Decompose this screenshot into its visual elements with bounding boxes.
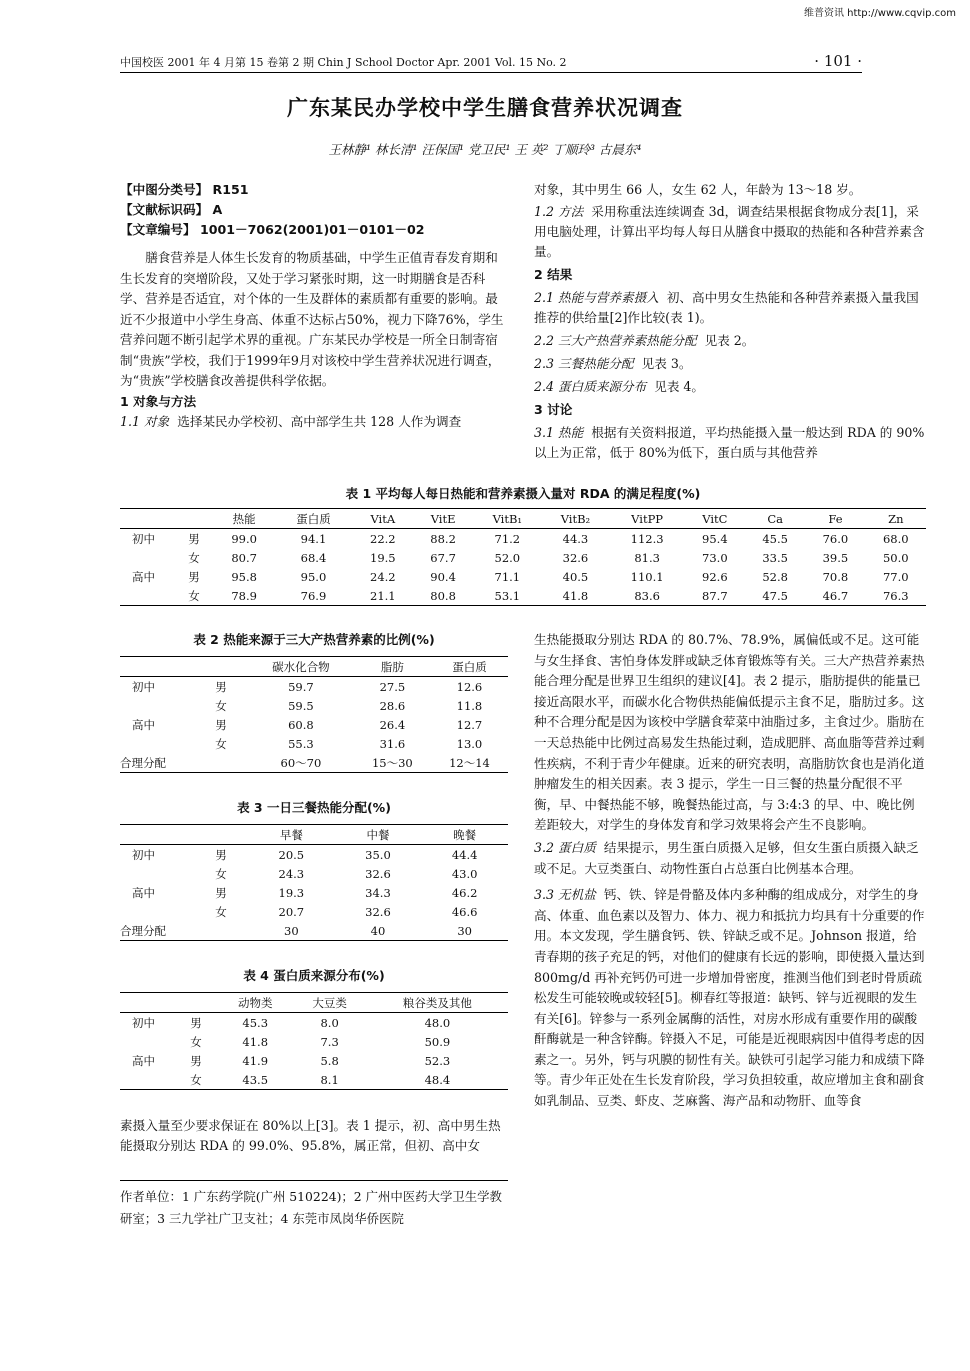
table-cell-value: 94.1 (300, 531, 327, 546)
section-3-heading: 3 讨论 (534, 402, 573, 417)
table-cell-group (120, 902, 194, 921)
table-cell-sex: 男 (215, 847, 227, 862)
table-row (120, 529, 926, 549)
table-1-header: VitB₁ (492, 511, 523, 526)
table-cell-value: 68.4 (300, 550, 327, 565)
section-2-4-text: 见表 4。 (654, 379, 705, 394)
table-cell-reasonable: 12～14 (449, 755, 490, 770)
table-1-header: Fe (828, 511, 843, 526)
table-cell-value: 22.2 (370, 531, 396, 546)
table-cell-reasonable-label: 合理分配 (120, 755, 166, 770)
table-cell-value: 50.9 (424, 1034, 451, 1049)
section-3-1-label: 3.1 热能 (534, 425, 584, 440)
table-cell-value: 76.3 (882, 588, 909, 603)
table-cell-value: 88.2 (430, 531, 456, 546)
table-cell-value: 95.0 (300, 569, 327, 584)
discussion-energy-continued: 生热能摄取分别达 RDA 的 80.7%、78.9%，属偏低或不足。这可能与女生择食、害怕身体发胖或缺乏体育锻炼等有关。三大产热营养素热能合理分配是世界卫生组织的建议[4]。表 2 提示，脂肪提供的能量已接近高限水平，而碳水化合物供热能偏低提示主食不足，脂肪过多。这种不合理分配是因为该校中学膳食荤菜中油脂过多，主食过少。脂肪在一天总热能中比例过高易发生热能过剩，造成肥胖、高血脂等营养过剩性疾病，不利于青少年健康。近来的研究表明，高脂肪饮食也是消化道肿瘤发生的相关因素。表 3 提示，学生一日三餐的热量分配很不平衡，早、中餐热能不够，晚餐热能过高，与 3:4:3 的早、中、晚比例差距较大，对学生的身体发育和学习效果将会产生不良影响。 (534, 632, 925, 833)
table-cell-group: 高中 (132, 885, 155, 900)
table-cell-value: 45.3 (242, 1015, 269, 1030)
table-cell-sex: 女 (215, 698, 227, 713)
table-row (120, 548, 926, 567)
table-cell-sex: 女 (190, 1072, 202, 1087)
table-2-header: 碳水化合物 (272, 659, 330, 674)
table-row (120, 1051, 508, 1070)
table-3-header: 早餐 (279, 827, 303, 842)
table-cell-value: 26.4 (379, 717, 406, 732)
table-3-header: 晚餐 (453, 827, 477, 842)
table-cell-value: 110.1 (630, 569, 664, 584)
table-cell-group (120, 586, 174, 606)
table-cell-value: 48.0 (424, 1015, 451, 1030)
table-cell-value: 41.8 (562, 588, 589, 603)
table-cell-value: 44.3 (562, 531, 589, 546)
table-1 (120, 508, 926, 606)
table-row (120, 902, 508, 921)
table-4 (120, 992, 508, 1090)
table-cell-value: 70.8 (822, 569, 849, 584)
table-cell-value: 5.8 (320, 1053, 339, 1068)
section-1-1-continued: 对象，其中男生 66 人，女生 62 人，年龄为 13～18 岁。 (534, 182, 862, 197)
table-cell-value: 21.1 (370, 588, 396, 603)
table-cell-value: 52.3 (424, 1053, 451, 1068)
table-cell-value: 45.5 (762, 531, 788, 546)
running-header (120, 54, 862, 73)
table-cell-sex: 男 (215, 885, 227, 900)
table-cell-value: 24.3 (278, 866, 305, 881)
table-cell-group: 高中 (132, 717, 155, 732)
table-cell-reasonable: 40 (370, 923, 386, 938)
clc-number: 【中图分类号】 R151 (120, 182, 249, 197)
section-2-3-text: 见表 3。 (641, 356, 692, 371)
table-cell-reasonable: 30 (457, 923, 472, 938)
table-cell-value: 53.1 (494, 588, 521, 603)
left-column-top (120, 180, 508, 432)
table-1-header: VitE (430, 511, 456, 526)
table-cell-value: 11.8 (456, 698, 483, 713)
table-cell-sex: 女 (215, 866, 227, 881)
table-1-header: VitC (702, 511, 728, 526)
table-cell-value: 52.8 (762, 569, 788, 584)
table-cell-value: 55.3 (288, 736, 314, 751)
table-cell-value: 40.5 (562, 569, 589, 584)
table-cell-value: 33.5 (762, 550, 788, 565)
section-1-2-label: 1.2 方法 (534, 204, 584, 219)
table-4-header: 动物类 (237, 995, 273, 1010)
table-row-reasonable (120, 921, 508, 941)
table-row (120, 715, 508, 734)
table-1-header-row (120, 509, 926, 529)
table-cell-value: 60.8 (288, 717, 314, 732)
table-cell-value: 47.5 (762, 588, 788, 603)
table-cell-reasonable: 30 (284, 923, 299, 938)
table-1-header: Ca (767, 511, 783, 526)
table-row (120, 677, 508, 697)
table-cell-group: 高中 (132, 569, 155, 584)
section-2-heading: 2 结果 (534, 267, 573, 282)
section-1-heading: 1 对象与方法 (120, 393, 197, 409)
journal-info: 中国校医 2001 年 4 月第 15 卷第 2 期 Chin J School Doctor Apr. 2001 Vol. 15 No. 2 (120, 56, 567, 69)
table-cell-sex: 女 (215, 736, 227, 751)
table-3-body (120, 845, 508, 941)
table-cell-value: 112.3 (630, 531, 664, 546)
table-cell-value: 76.0 (822, 531, 849, 546)
table-cell-value: 19.5 (370, 550, 396, 565)
table-cell-value: 27.5 (379, 679, 406, 694)
table-cell-reasonable: 15～30 (371, 755, 413, 770)
table-cell-sex: 男 (190, 1015, 202, 1030)
table-cell-value: 24.2 (370, 569, 396, 584)
table-cell-value: 67.7 (430, 550, 456, 565)
table-1-header: Zn (888, 511, 904, 526)
section-3-3-text: 钙、铁、锌是骨骼及体内多种酶的组成成分，对学生的身高、体重、血色素以及智力、体力、视力和抵抗力均具有十分重要的作用。本文发现，学生膳食钙、铁、锌缺乏或不足。Johnson 报道，给青春期的孩子充足的钙，对他们的健康有长远的影响，即使摄入量达到 800mg/d 再补充钙仍可进一步增加骨密度，推测当他们到老时骨质疏松发生可能较晚或较轻[5]。柳春红等报道：缺钙、锌与近视眼的发生有关[6]。锌参与一系列金属酶的活性，对房水形成有重要作用的碳酸酐酶就是一种含锌酶。锌摄入不足，可能是近视眼病因中值得考虑的因素之一。另外，钙与巩膜的韧性有关。缺铁可引起学习能力和成绩下降等。青少年正处在生长发育阶段，学习负担较重，故应增加主食和副食如乳制品、豆类、虾皮、芝麻酱、海产品和动物肝、血等食 (534, 887, 925, 1109)
table-cell-value: 8.1 (320, 1072, 339, 1087)
table-cell-group (120, 734, 194, 753)
table-row (120, 845, 508, 865)
section-3-2-text: 结果提示，男生蛋白质摄入足够，但女生蛋白质摄入缺乏或不足。大豆类蛋白、动物性蛋白占总蛋白比例基本合理。 (534, 839, 919, 876)
table-4-body (120, 1013, 508, 1090)
table-cell-value: 90.4 (430, 569, 456, 584)
section-2-1-text: 初、高中男女生热能和各种营养素摄入量我国推荐的供给量[2]作比较(表 1)。 (534, 290, 919, 325)
table-cell-value: 7.3 (320, 1034, 339, 1049)
table-1-caption: 表 1 平均每人每日热能和营养素摄入量对 RDA 的满足程度(%) (345, 486, 701, 501)
table-cell-sex: 男 (190, 1053, 202, 1068)
section-2-2-text: 见表 2。 (704, 333, 755, 348)
table-cell-value: 31.6 (379, 736, 406, 751)
section-1-1-label: 1.1 对象 (120, 413, 170, 429)
table-2 (120, 656, 508, 773)
footnote-rule (120, 1180, 508, 1181)
table-4-header-row (120, 993, 508, 1013)
affiliation-footnote: 作者单位：1 广东药学院(广州 510224)；2 广州中医药大学卫生学教研室；3 三九学社广卫支社；4 东莞市凤岗华侨医院 (120, 1189, 502, 1226)
table-cell-sex: 男 (215, 717, 227, 732)
table-cell-value: 12.6 (456, 679, 483, 694)
table-cell-value: 59.5 (288, 698, 314, 713)
table-1-header: 热能 (232, 511, 256, 526)
table-cell-value: 76.9 (300, 588, 327, 603)
table-3 (120, 824, 508, 941)
table-cell-value: 80.8 (430, 588, 456, 603)
table-cell-group: 初中 (132, 679, 155, 694)
table-cell-value: 99.0 (231, 531, 257, 546)
section-3-2-label: 3.2 蛋白质 (534, 839, 596, 855)
table-cell-value: 32.6 (365, 904, 391, 919)
table-row (120, 1013, 508, 1033)
table-3-header-row (120, 825, 508, 845)
watermark: 维普资讯 http://www.cqvip.com (803, 8, 956, 19)
table-2-header: 蛋白质 (452, 659, 487, 674)
right-column-bottom (534, 630, 926, 1112)
section-2-2-label: 2.2 三大产热营养素热能分配 (534, 333, 697, 348)
table-cell-group: 初中 (132, 1015, 155, 1030)
table-row (120, 734, 508, 753)
table-1-discussion: 素摄入量至少要求保证在 80%以上[3]。表 1 提示，初、高中男生热能摄取分别达 RDA 的 99.0%、95.8%，属正常，但初、高中女 (120, 1118, 501, 1153)
table-cell-value: 19.3 (278, 885, 305, 900)
table-3-header: 中餐 (366, 827, 390, 842)
table-cell-value: 78.9 (231, 588, 257, 603)
table-cell-value: 46.7 (822, 588, 849, 603)
table-cell-value: 68.0 (882, 531, 909, 546)
table-cell-value: 50.0 (882, 550, 909, 565)
table-1-body (120, 529, 926, 606)
table-cell-value: 81.3 (634, 550, 660, 565)
left-column-bottom-text (120, 1116, 508, 1156)
table-cell-value: 87.7 (702, 588, 728, 603)
intro-paragraph: 膳食营养是人体生长发育的物质基础，中学生正值青春发育期和生长发育的突增阶段，又处于学习紧张时期，这一时期膳食是否科学、营养是否适宜，对个体的一生及群体的素质都有重要的影响。最近不少报道中小学生身高、体重不达标占50%，视力下降76%，学生营养问题不断引起学术界的重视。广东某民办学校是一所全日制寄宿制“贵族”学校，我们于1999年9月对该校中学生营养状况进行调查，为“贵族”学校膳食改善提供科学依据。 (120, 250, 504, 388)
table-1-header: 蛋白质 (296, 511, 331, 526)
table-cell-sex: 男 (188, 569, 200, 584)
section-1-1-text: 选择某民办学校初、高中部学生共 128 人作为调查 (177, 413, 462, 429)
table-cell-value: 41.8 (242, 1034, 269, 1049)
table-cell-value: 48.4 (424, 1072, 451, 1087)
table-cell-reasonable-label: 合理分配 (120, 923, 166, 938)
table-cell-value: 77.0 (882, 569, 909, 584)
table-2-header: 脂肪 (380, 659, 404, 674)
section-2-3-label: 2.3 三餐热能分配 (534, 356, 634, 371)
table-row (120, 567, 926, 586)
table-cell-value: 52.0 (494, 550, 521, 565)
table-4-header: 粮谷类及其他 (402, 995, 472, 1010)
table-cell-value: 43.5 (242, 1072, 269, 1087)
table-cell-value: 35.0 (365, 847, 391, 862)
table-cell-reasonable: 60～70 (280, 755, 322, 770)
table-cell-group: 高中 (132, 1053, 155, 1068)
table-cell-sex: 女 (188, 588, 200, 603)
table-cell-value: 71.1 (494, 569, 521, 584)
table-cell-value: 41.9 (242, 1053, 269, 1068)
table-cell-group (120, 864, 194, 883)
table-2-header-row (120, 657, 508, 677)
section-2-4-label: 2.4 蛋白质来源分布 (534, 379, 647, 394)
table-1-header: VitA (370, 511, 396, 526)
table-cell-group (120, 696, 194, 715)
table-cell-value: 34.3 (365, 885, 391, 900)
section-2-1-label: 2.1 热能与营养素摄入 (534, 290, 659, 305)
author-list: 王林静¹ 林长清¹ 汪保国¹ 党卫民¹ 王 英² 丁顺玲³ 古晨东⁴ (328, 142, 642, 157)
table-cell-value: 43.0 (451, 866, 478, 881)
table-cell-value: 71.2 (494, 531, 521, 546)
table-4-caption: 表 4 蛋白质来源分布(%) (243, 968, 385, 983)
table-cell-value: 20.7 (278, 904, 305, 919)
table-cell-sex: 女 (188, 550, 200, 565)
table-row (120, 1070, 508, 1090)
table-2-body (120, 677, 508, 773)
table-cell-sex: 男 (215, 679, 227, 694)
table-cell-value: 32.6 (562, 550, 589, 565)
table-3-caption: 表 3 一日三餐热能分配(%) (237, 800, 391, 815)
table-cell-value: 39.5 (822, 550, 849, 565)
table-cell-value: 59.7 (288, 679, 314, 694)
section-3-1-text: 根据有关资料报道，平均热能摄入量一般达到 RDA 的 90%以上为正常，低于 80%为低下，蛋白质与其他营养 (534, 425, 925, 460)
table-cell-group (120, 548, 174, 567)
table-cell-sex: 女 (215, 904, 227, 919)
table-cell-value: 73.0 (702, 550, 728, 565)
table-cell-value: 12.7 (456, 717, 483, 732)
table-cell-sex: 女 (190, 1034, 202, 1049)
table-row (120, 864, 508, 883)
table-cell-value: 20.5 (278, 847, 305, 862)
table-cell-value: 32.6 (365, 866, 391, 881)
table-cell-group (120, 1032, 174, 1051)
table-cell-value: 46.6 (451, 904, 478, 919)
section-3-3-label: 3.3 无机盐 (534, 887, 596, 903)
right-column-top (534, 180, 926, 463)
table-cell-value: 8.0 (320, 1015, 339, 1030)
table-1-header: VitB₂ (560, 511, 591, 526)
table-row (120, 883, 508, 902)
table-cell-value: 46.2 (451, 885, 478, 900)
table-row-reasonable (120, 753, 508, 773)
table-cell-group: 初中 (132, 847, 155, 862)
table-cell-value: 92.6 (702, 569, 728, 584)
table-1-header: VitPP (631, 511, 664, 526)
table-cell-value: 83.6 (634, 588, 660, 603)
table-4-header: 大豆类 (312, 995, 347, 1010)
table-cell-sex: 男 (188, 531, 200, 546)
table-2-caption: 表 2 热能来源于三大产热营养素的比例(%) (193, 632, 435, 647)
table-cell-value: 28.6 (379, 698, 406, 713)
article-number: 【文章编号】 1001－7062(2001)01－0101－02 (120, 222, 425, 237)
table-cell-value: 13.0 (456, 736, 483, 751)
section-1-2-text: 采用称重法连续调查 3d，调查结果根据食物成分表[1]，采用电脑处理，计算出平均每人每日从膳食中摄取的热能和各种营养素含量。 (534, 204, 925, 259)
table-cell-group (120, 1070, 174, 1090)
table-row (120, 586, 926, 606)
table-cell-value: 95.4 (702, 531, 728, 546)
article-title: 广东某民办学校中学生膳食营养状况调查 (287, 96, 683, 120)
table-cell-value: 95.8 (231, 569, 257, 584)
table-row (120, 696, 508, 715)
table-cell-value: 44.4 (451, 847, 478, 862)
document-code: 【文献标识码】 A (120, 202, 223, 217)
table-row (120, 1032, 508, 1051)
table-cell-group: 初中 (132, 531, 155, 546)
table-cell-value: 80.7 (231, 550, 257, 565)
page-number: · 101 · (814, 52, 862, 70)
